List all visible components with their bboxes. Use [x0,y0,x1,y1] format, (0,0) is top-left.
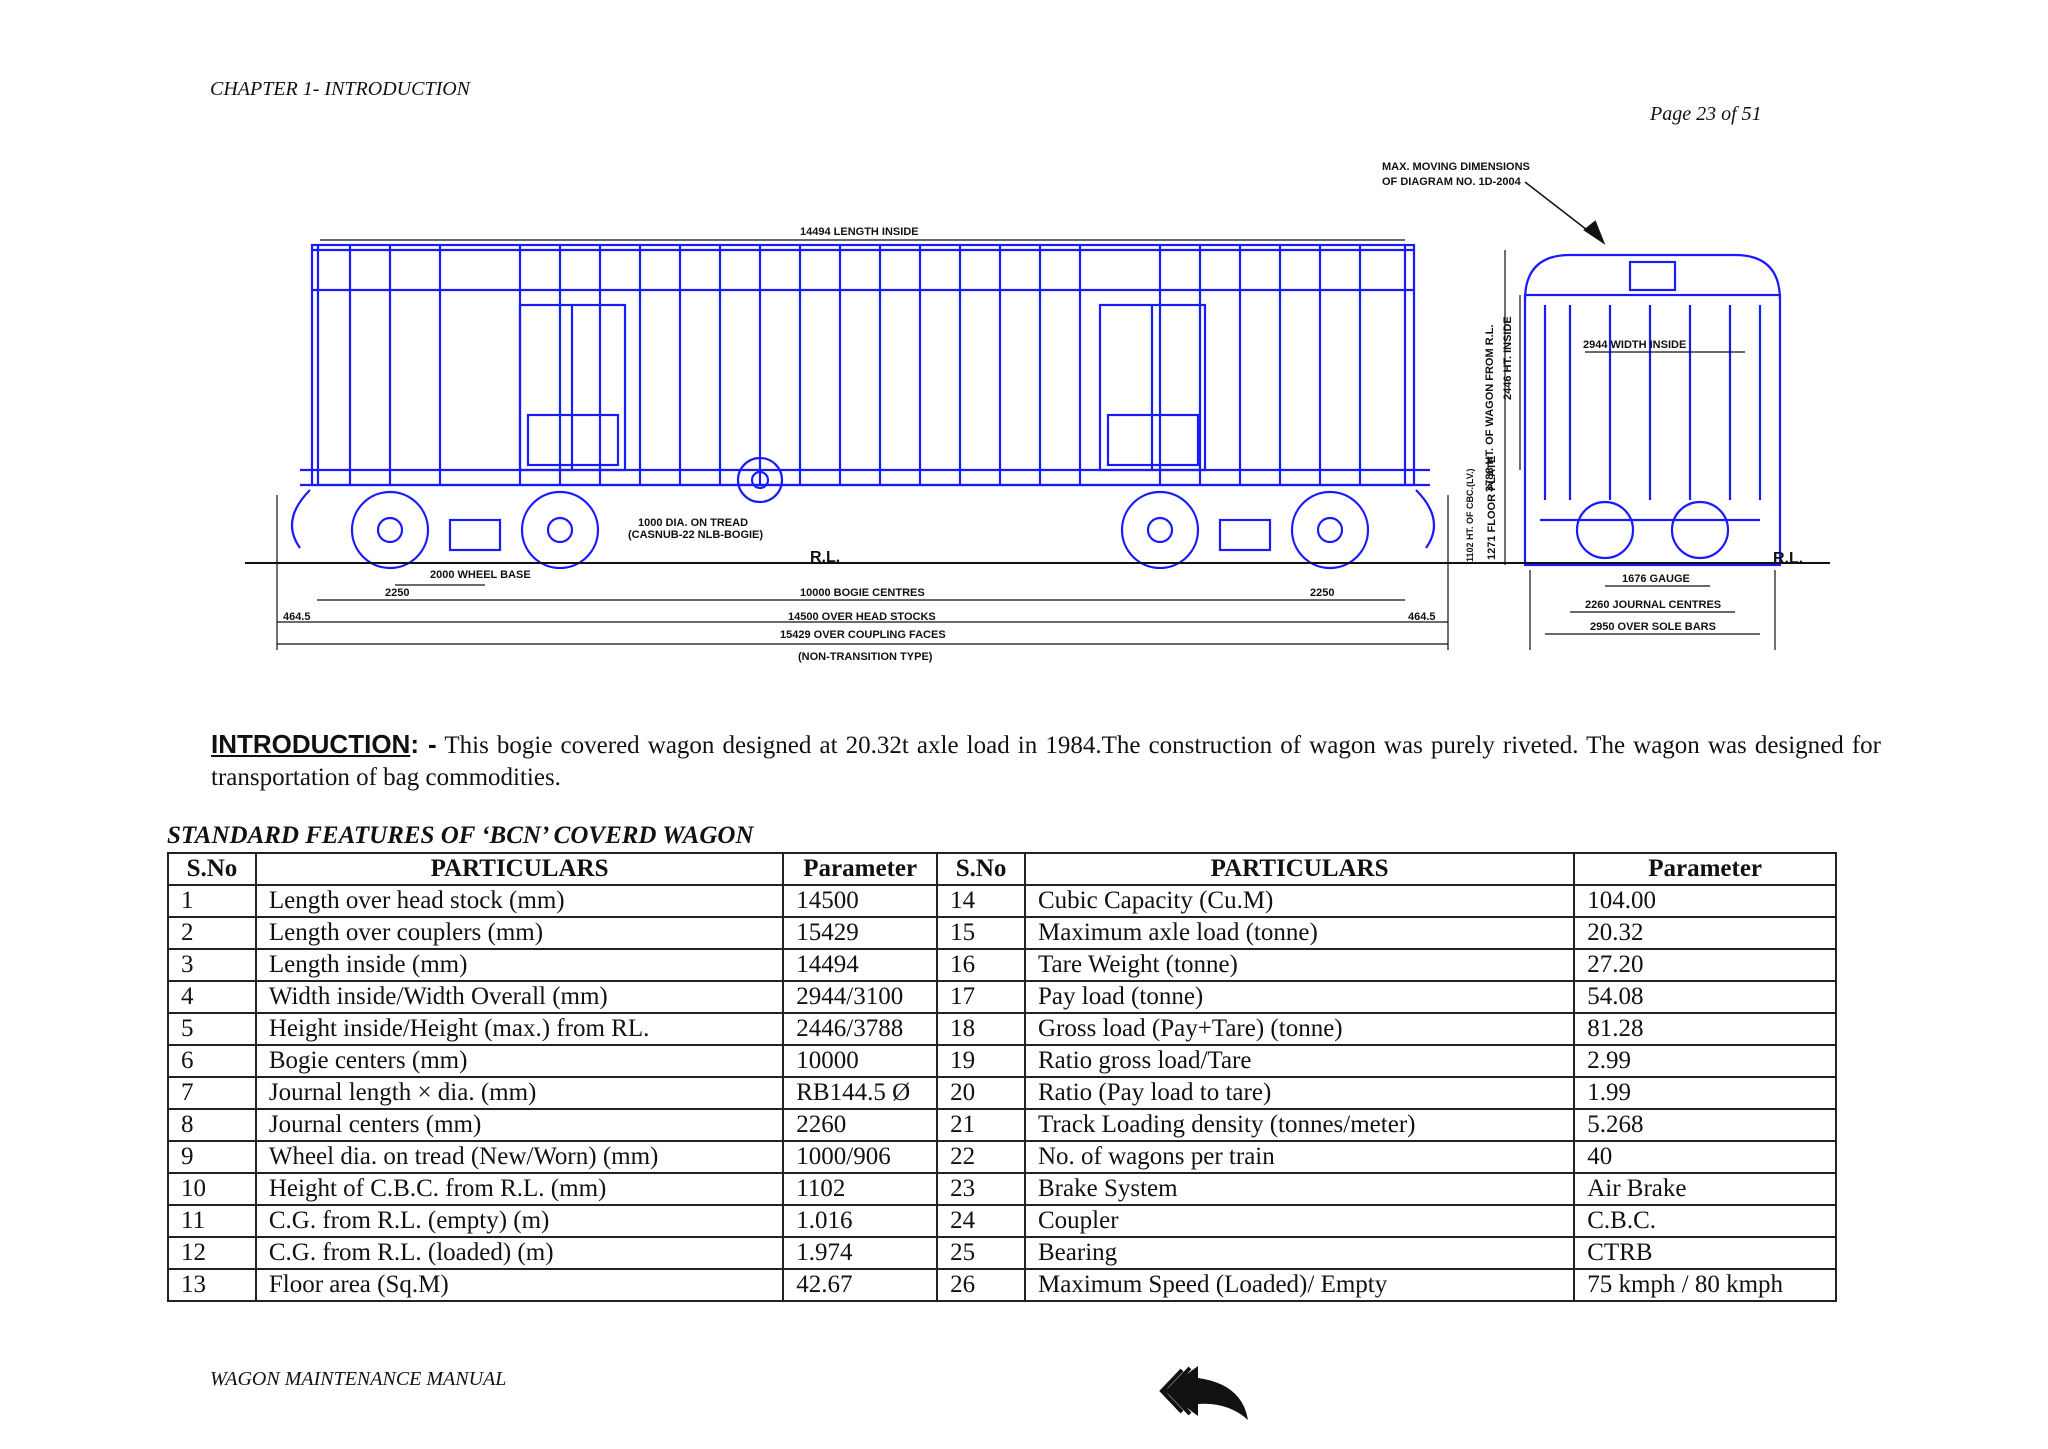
table-row [168,885,1836,917]
table-cell: 1.016 [783,1205,937,1237]
label-max-moving-1: MAX. MOVING DIMENSIONS [1382,161,1530,173]
label-journal-centres: 2260 JOURNAL CENTRES [1585,599,1722,611]
table-cell: Brake System [1025,1173,1574,1205]
table-cell: Pay load (tonne) [1025,981,1574,1013]
label-bogie-centres: 10000 BOGIE CENTRES [800,587,925,599]
table-cell: Journal length × dia. (mm) [256,1077,783,1109]
table-cell: 10000 [783,1045,937,1077]
table-cell: Journal centers (mm) [256,1109,783,1141]
table-cell: Maximum axle load (tonne) [1025,917,1574,949]
table-row [168,1109,1836,1141]
table-cell: 54.08 [1574,981,1836,1013]
table-cell: No. of wagons per train [1025,1141,1574,1173]
table-cell: 2944/3100 [783,981,937,1013]
wagon-diagram [230,150,1830,675]
table-cell: Ratio (Pay load to tare) [1025,1077,1574,1109]
table-cell: 11 [168,1205,256,1237]
col-header: Parameter [783,853,937,885]
label-over-sole-bars: 2950 OVER SOLE BARS [1590,621,1716,633]
table-cell: 17 [937,981,1025,1013]
table-cell: Cubic Capacity (Cu.M) [1025,885,1574,917]
table-cell: Width inside/Width Overall (mm) [256,981,783,1013]
features-table [167,852,1837,1302]
table-cell: 1 [168,885,256,917]
table-cell: C.G. from R.L. (loaded) (m) [256,1237,783,1269]
col-header: S.No [937,853,1025,885]
table-cell: Coupler [1025,1205,1574,1237]
table-cell: Air Brake [1574,1173,1836,1205]
table-cell: 14 [937,885,1025,917]
table-cell: 20.32 [1574,917,1836,949]
table-cell: Bearing [1025,1237,1574,1269]
table-cell: 23 [937,1173,1025,1205]
table-row [168,1045,1836,1077]
introduction-paragraph [211,728,1881,794]
table-cell: Wheel dia. on tread (New/Worn) (mm) [256,1141,783,1173]
table-row [168,1205,1836,1237]
label-rl-end: R.L. [1773,550,1804,567]
label-464-right: 464.5 [1408,611,1436,623]
table-cell: 40 [1574,1141,1836,1173]
col-header: S.No [168,853,256,885]
col-header: Parameter [1574,853,1836,885]
table-row [168,949,1836,981]
table-cell: Maximum Speed (Loaded)/ Empty [1025,1269,1574,1301]
label-floor-plate: 1271 FLOOR PLATE [1486,455,1498,560]
table-row [168,917,1836,949]
table-cell: 12 [168,1237,256,1269]
table-cell: 6 [168,1045,256,1077]
table-cell: 7 [168,1077,256,1109]
col-header: PARTICULARS [256,853,783,885]
label-wheel-tread-2: (CASNUB-22 NLB-BOGIE) [628,529,764,541]
table-cell: Height of C.B.C. from R.L. (mm) [256,1173,783,1205]
table-cell: Ratio gross load/Tare [1025,1045,1574,1077]
table-cell: 4 [168,981,256,1013]
table-cell: 26 [937,1269,1025,1301]
table-row [168,1237,1836,1269]
label-2250-right: 2250 [1310,587,1335,599]
label-2250-left: 2250 [385,587,410,599]
table-cell: 15 [937,917,1025,949]
table-cell: C.B.C. [1574,1205,1836,1237]
label-non-transition: (NON-TRANSITION TYPE) [798,651,933,663]
table-cell: Length inside (mm) [256,949,783,981]
table-cell: 1102 [783,1173,937,1205]
table-cell: 15429 [783,917,937,949]
table-cell: 1000/906 [783,1141,937,1173]
table-cell: C.G. from R.L. (empty) (m) [256,1205,783,1237]
label-wheel-base: 2000 WHEEL BASE [430,569,531,581]
table-cell: RB144.5 Ø [783,1077,937,1109]
table-cell: CTRB [1574,1237,1836,1269]
label-over-head-stocks: 14500 OVER HEAD STOCKS [788,611,936,623]
table-cell: 21 [937,1109,1025,1141]
table-cell: Floor area (Sq.M) [256,1269,783,1301]
table-cell: 25 [937,1237,1025,1269]
table-cell: 3 [168,949,256,981]
table-cell: 9 [168,1141,256,1173]
table-cell: 20 [937,1077,1025,1109]
table-row [168,1269,1836,1301]
manual-footer: WAGON MAINTENANCE MANUAL [210,1368,507,1390]
table-cell: 16 [937,949,1025,981]
label-max-moving-2: OF DIAGRAM NO. 1D-2004 [1382,176,1521,188]
label-464-left: 464.5 [283,611,311,623]
table-row [168,981,1836,1013]
col-header: PARTICULARS [1025,853,1574,885]
page-number: Page 23 of 51 [1650,103,1762,125]
table-cell: 81.28 [1574,1013,1836,1045]
table-cell: 22 [937,1141,1025,1173]
intro-separator: : - [410,729,437,759]
table-cell: 75 kmph / 80 kmph [1574,1269,1836,1301]
label-height-rl: 3788 HT. OF WAGON FROM R.L. [1484,324,1496,492]
label-gauge: 1676 GAUGE [1622,573,1690,585]
intro-text: This bogie covered wagon designed at 20.32t axle load in 1984.The construction of wagon was purely riveted. The wagon was designed for transportation of bag commodities. [211,732,1881,791]
table-cell: 27.20 [1574,949,1836,981]
table-cell: Track Loading density (tonnes/meter) [1025,1109,1574,1141]
table-cell: 14494 [783,949,937,981]
table-cell: Height inside/Height (max.) from RL. [256,1013,783,1045]
back-arrow-icon[interactable] [1158,1360,1254,1422]
label-over-coupling: 15429 OVER COUPLING FACES [780,629,946,641]
table-cell: Tare Weight (tonne) [1025,949,1574,981]
table-cell: 2 [168,917,256,949]
table-title: STANDARD FEATURES OF ‘BCN’ COVERD WAGON [167,822,754,849]
table-cell: 10 [168,1173,256,1205]
table-cell: 8 [168,1109,256,1141]
table-cell: Bogie centers (mm) [256,1045,783,1077]
table-cell: 2260 [783,1109,937,1141]
table-cell: Gross load (Pay+Tare) (tonne) [1025,1013,1574,1045]
label-cbc-height: 1102 HT. OF CBC.(LV.) [1465,468,1475,562]
label-width-inside: 2944 WIDTH INSIDE [1583,339,1687,351]
table-cell: 14500 [783,885,937,917]
table-header-row [168,853,1836,885]
table-cell: 2446/3788 [783,1013,937,1045]
table-row [168,1077,1836,1109]
table-cell: 18 [937,1013,1025,1045]
table-cell: 24 [937,1205,1025,1237]
table-row [168,1013,1836,1045]
table-cell: 42.67 [783,1269,937,1301]
table-cell: Length over head stock (mm) [256,885,783,917]
label-height-inside: 2446 HT. INSIDE [1502,316,1514,400]
table-cell: 19 [937,1045,1025,1077]
table-cell: 1.974 [783,1237,937,1269]
table-cell: Length over couplers (mm) [256,917,783,949]
table-cell: 13 [168,1269,256,1301]
table-row [168,1141,1836,1173]
table-row [168,1173,1836,1205]
table-cell: 2.99 [1574,1045,1836,1077]
chapter-header: CHAPTER 1- INTRODUCTION [210,78,471,100]
label-length-inside: 14494 LENGTH INSIDE [800,226,919,238]
table-cell: 1.99 [1574,1077,1836,1109]
table-cell: 5 [168,1013,256,1045]
label-wheel-tread-1: 1000 DIA. ON TREAD [638,517,749,529]
table-cell: 104.00 [1574,885,1836,917]
label-rl-side: R.L. [810,549,841,566]
intro-label: INTRODUCTION [211,729,411,759]
table-cell: 5.268 [1574,1109,1836,1141]
